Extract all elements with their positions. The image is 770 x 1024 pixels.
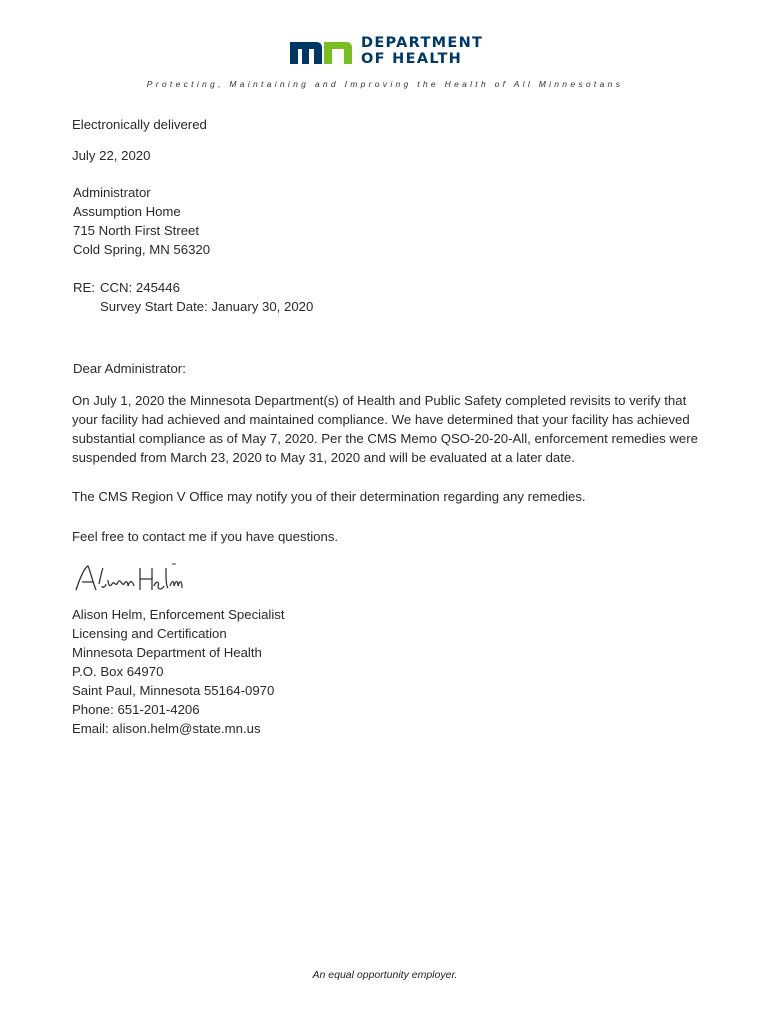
handwritten-signature xyxy=(72,560,192,600)
re-survey-date: Survey Start Date: January 30, 2020 xyxy=(100,299,314,314)
logo-line-2: OF HEALTH xyxy=(361,51,463,67)
tagline: Protecting, Maintaining and Improving the Health of All Minnesotans xyxy=(146,79,624,89)
re-label: RE: xyxy=(73,280,95,295)
mn-logo-icon xyxy=(288,36,354,66)
recipient-line: 715 North First Street xyxy=(73,223,200,238)
body-paragraph: On July 1, 2020 the Minnesota Department(s) of Health and Public Safety completed revisits to verify that your facility had achieved and maintained compliance. We have determined that your facility has achieved substantial compliance as of May 7, 2020. Per the CMS Memo QSO-20-20-All, enforcement remedies were suspended from March 23, 2020 to May 31, 2020 and will be evaluated at a later date. xyxy=(72,393,698,465)
footer-text: An equal opportunity employer. xyxy=(312,969,458,981)
signature-line: Alison Helm, Enforcement Specialist xyxy=(72,607,285,622)
letter-date: July 22, 2020 xyxy=(72,148,151,163)
signature-line: Minnesota Department of Health xyxy=(72,645,262,660)
body-paragraph: Feel free to contact me if you have questions. xyxy=(72,529,339,544)
signature-email[interactable]: Email: alison.helm@state.mn.us xyxy=(72,721,261,736)
logo-wordmark xyxy=(361,35,483,67)
recipient-line: Administrator xyxy=(73,185,151,200)
salutation: Dear Administrator: xyxy=(73,361,186,376)
delivery-note: Electronically delivered xyxy=(72,117,207,132)
re-ccn: CCN: 245446 xyxy=(100,280,180,295)
signature-line: Saint Paul, Minnesota 55164-0970 xyxy=(72,683,275,698)
logo-line-1: DEPARTMENT xyxy=(361,35,484,51)
recipient-line: Assumption Home xyxy=(73,204,181,219)
mdh-logo xyxy=(288,34,488,68)
body-paragraph: The CMS Region V Office may notify you of their determination regarding any remedies. xyxy=(72,489,586,504)
signature-line: P.O. Box 64970 xyxy=(72,664,164,679)
signature-line: Licensing and Certification xyxy=(72,626,227,641)
recipient-line: Cold Spring, MN 56320 xyxy=(73,242,211,257)
signature-line: Phone: 651-201-4206 xyxy=(72,702,200,717)
